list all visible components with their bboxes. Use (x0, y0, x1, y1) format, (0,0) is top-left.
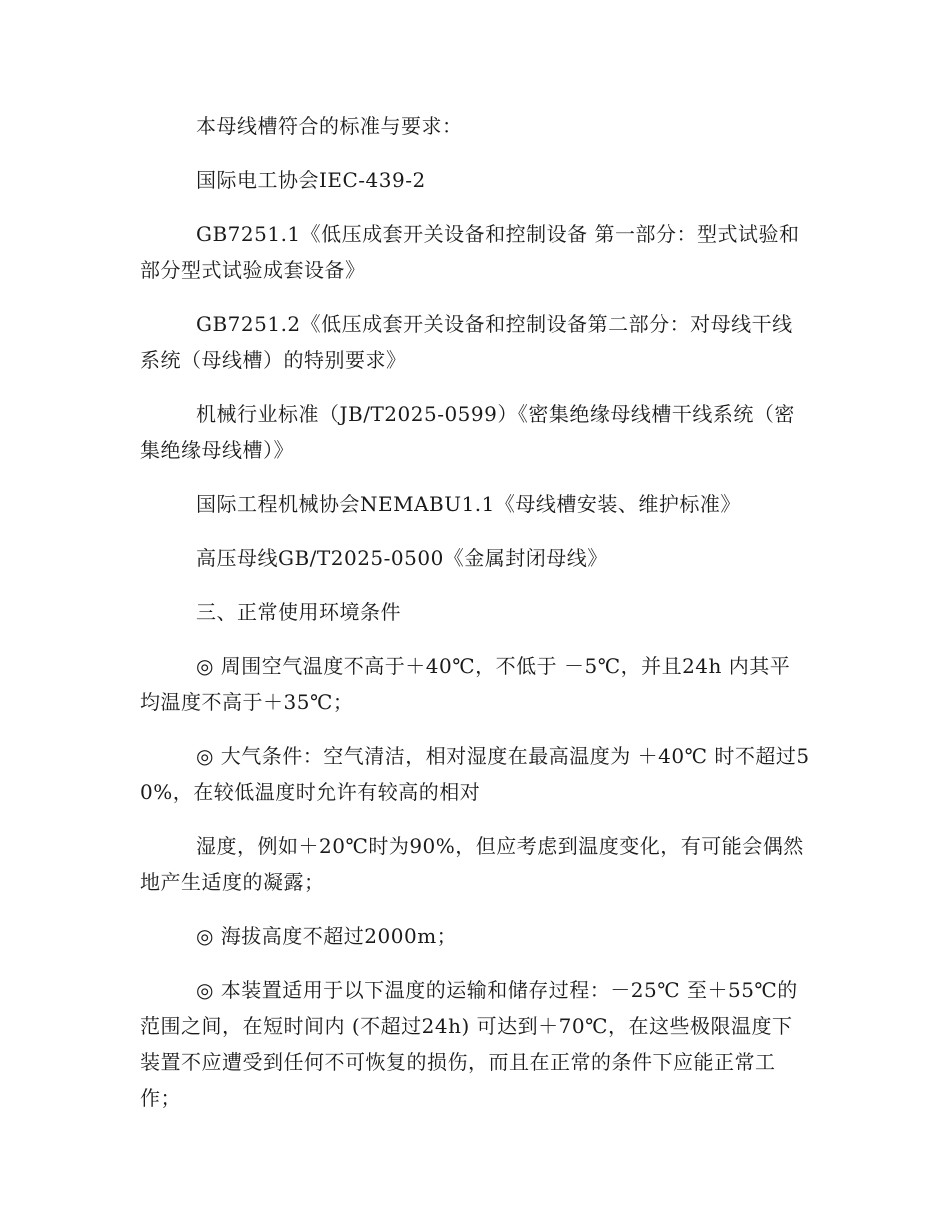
paragraph-gb-t-standard: 高压母线GB/T2025-0500《金属封闭母线》 (196, 546, 608, 570)
document-body (140, 108, 810, 1134)
paragraph-altitude: ◎ 海拔高度不超过2000m； (196, 924, 458, 948)
paragraph-gb7251-1: GB7251.1《低压成套开关设备和控制设备 第一部分：型式试验和部分型式试验成套设备》 (140, 222, 800, 282)
paragraph-humidity: 湿度，例如＋20℃时为90%，但应考虑到温度变化，有可能会偶然地产生适度的凝露； (140, 834, 804, 894)
section-heading-environment: 三、正常使用环境条件 (196, 600, 401, 624)
paragraph-iec-standard: 国际电工协会IEC-439-2 (196, 168, 426, 192)
paragraph-transport-storage: ◎ 本装置适用于以下温度的运输和储存过程：－25℃ 至＋55℃的范围之间，在短时间内 (不超过24h) 可达到＋70℃，在这些极限温度下装置不应遭受到任何不可恢复的损伤，而且在正常的条件下应能正常工作； (140, 978, 798, 1110)
paragraph-air-temperature: ◎ 周围空气温度不高于＋40℃，不低于 －5℃，并且24h 内其平均温度不高于＋35℃； (140, 654, 791, 714)
paragraph-standards-intro: 本母线槽符合的标准与要求： (196, 114, 463, 138)
paragraph-atmosphere: ◎ 大气条件：空气清洁，相对湿度在最高温度为 ＋40℃ 时不超过50%，在较低温度时允许有较高的相对 (140, 744, 810, 804)
paragraph-jb-standard: 机械行业标准（JB/T2025-0599）《密集绝缘母线槽干线系统（密集绝缘母线槽）》 (140, 402, 795, 462)
paragraph-nema-standard: 国际工程机械协会NEMABU1.1《母线槽安装、维护标准》 (196, 492, 741, 516)
paragraph-gb7251-2: GB7251.2《低压成套开关设备和控制设备第二部分：对母线干线系统（母线槽）的特别要求》 (140, 312, 793, 372)
